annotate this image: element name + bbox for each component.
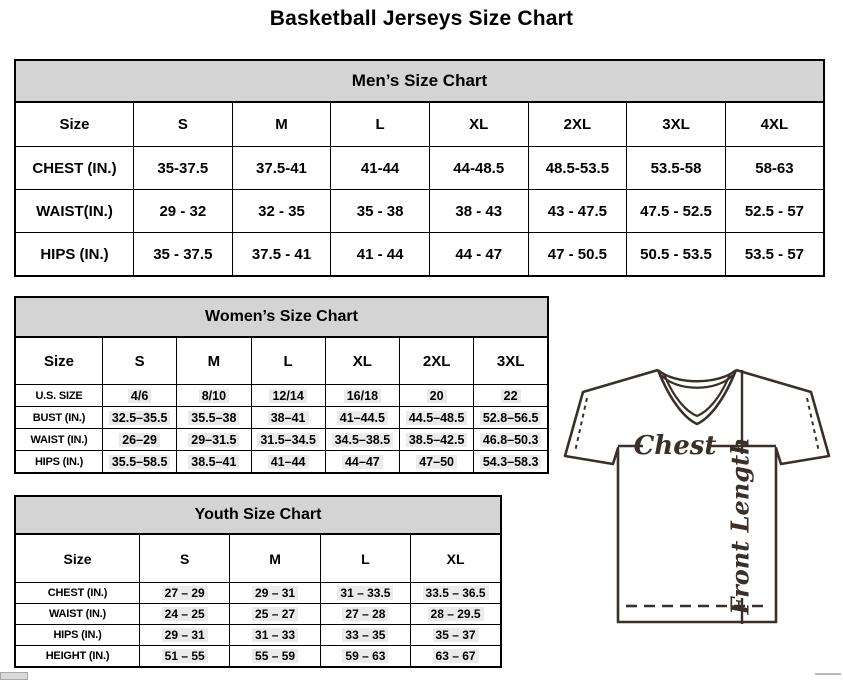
column-header: 2XL: [528, 102, 627, 147]
front-length-label: Front Length: [725, 437, 755, 615]
size-value-cell: 58-63: [725, 147, 824, 190]
size-value-cell: 35 - 38: [331, 190, 430, 233]
column-header: XL: [411, 534, 501, 583]
table-row: [15, 604, 501, 625]
row-label: CHEST (IN.): [15, 147, 134, 190]
size-value-cell: 33 – 35: [320, 625, 410, 646]
column-header: Size: [15, 102, 134, 147]
size-value-cell: 44-48.5: [429, 147, 528, 190]
column-header: 2XL: [400, 337, 474, 385]
size-value-cell: 31.5–34.5: [251, 429, 325, 451]
column-header: Size: [15, 534, 140, 583]
size-value-cell: 38 - 43: [429, 190, 528, 233]
column-header: Size: [15, 337, 103, 385]
column-header: XL: [325, 337, 399, 385]
size-value-cell: 12/14: [251, 385, 325, 407]
row-label: U.S. SIZE: [15, 385, 103, 407]
size-value-cell: 47–50: [400, 451, 474, 474]
table-row: [15, 429, 548, 451]
size-value-cell: 34.5–38.5: [325, 429, 399, 451]
column-header: S: [140, 534, 230, 583]
mens-size-table: [14, 101, 825, 277]
size-value-cell: 37.5-41: [232, 147, 331, 190]
row-label: CHEST (IN.): [15, 583, 140, 604]
row-label: WAIST (IN.): [15, 429, 103, 451]
column-header: L: [251, 337, 325, 385]
womens-chart-title: Women’s Size Chart: [14, 296, 549, 336]
size-value-cell: 32.5–35.5: [103, 407, 177, 429]
size-value-cell: 27 – 28: [320, 604, 410, 625]
youth-size-chart: [14, 495, 502, 668]
size-value-cell: 41 - 44: [331, 233, 430, 277]
size-value-cell: 29–31.5: [177, 429, 251, 451]
row-label: WAIST(IN.): [15, 190, 134, 233]
column-header: XL: [429, 102, 528, 147]
column-header-row: [15, 534, 501, 583]
size-value-cell: 47 - 50.5: [528, 233, 627, 277]
jersey-measurement-diagram: [555, 358, 843, 678]
size-value-cell: 31 – 33.5: [320, 583, 410, 604]
row-label: WAIST (IN.): [15, 604, 140, 625]
page-title: Basketball Jerseys Size Chart: [269, 7, 574, 30]
row-label: HEIGHT (IN.): [15, 646, 140, 668]
womens-size-table: [14, 336, 549, 474]
size-value-cell: 28 – 29.5: [411, 604, 501, 625]
size-value-cell: 26–29: [103, 429, 177, 451]
size-value-cell: 44 - 47: [429, 233, 528, 277]
left-cuff-dashed-line: [575, 398, 587, 452]
column-header: M: [232, 102, 331, 147]
size-value-cell: 35.5–58.5: [103, 451, 177, 474]
mens-chart-title: Men’s Size Chart: [14, 59, 825, 101]
size-value-cell: 55 – 59: [230, 646, 320, 668]
size-value-cell: 48.5-53.5: [528, 147, 627, 190]
size-value-cell: 29 – 31: [140, 625, 230, 646]
size-value-cell: 51 – 55: [140, 646, 230, 668]
collar-back-arc: [658, 370, 736, 381]
chest-label: Chest: [633, 431, 717, 461]
table-row: [15, 190, 824, 233]
size-value-cell: 52.8–56.5: [474, 407, 548, 429]
size-value-cell: 8/10: [177, 385, 251, 407]
column-header-row: [15, 102, 824, 147]
size-value-cell: 44.5–48.5: [400, 407, 474, 429]
column-header: L: [331, 102, 430, 147]
column-header: 3XL: [627, 102, 726, 147]
youth-size-table: [14, 533, 502, 668]
size-value-cell: 38.5–42.5: [400, 429, 474, 451]
size-value-cell: 35-37.5: [134, 147, 233, 190]
size-value-cell: 53.5 - 57: [725, 233, 824, 277]
table-row: [15, 385, 548, 407]
table-row: [15, 625, 501, 646]
size-value-cell: 29 – 31: [230, 583, 320, 604]
column-header: M: [230, 534, 320, 583]
column-header: S: [134, 102, 233, 147]
table-row: [15, 147, 824, 190]
mens-size-chart: [14, 59, 825, 277]
size-value-cell: 24 – 25: [140, 604, 230, 625]
size-value-cell: 43 - 47.5: [528, 190, 627, 233]
size-value-cell: 50.5 - 53.5: [627, 233, 726, 277]
size-value-cell: 41–44.5: [325, 407, 399, 429]
size-value-cell: 4/6: [103, 385, 177, 407]
size-value-cell: 41–44: [251, 451, 325, 474]
size-value-cell: 35.5–38: [177, 407, 251, 429]
column-header-row: [15, 337, 548, 385]
column-header: S: [103, 337, 177, 385]
size-value-cell: 27 – 29: [140, 583, 230, 604]
table-row: [15, 233, 824, 277]
size-value-cell: 25 – 27: [230, 604, 320, 625]
size-value-cell: 59 – 63: [320, 646, 410, 668]
size-value-cell: 53.5-58: [627, 147, 726, 190]
table-row: [15, 583, 501, 604]
size-value-cell: 38–41: [251, 407, 325, 429]
size-value-cell: 31 – 33: [230, 625, 320, 646]
size-value-cell: 37.5 - 41: [232, 233, 331, 277]
size-value-cell: 20: [400, 385, 474, 407]
size-value-cell: 47.5 - 52.5: [627, 190, 726, 233]
row-label: HIPS (IN.): [15, 451, 103, 474]
youth-chart-title: Youth Size Chart: [14, 495, 502, 533]
column-header: L: [320, 534, 410, 583]
womens-size-chart: [14, 296, 549, 474]
size-value-cell: 35 - 37.5: [134, 233, 233, 277]
size-value-cell: 32 - 35: [232, 190, 331, 233]
column-header: 4XL: [725, 102, 824, 147]
size-value-cell: 22: [474, 385, 548, 407]
jersey-outline: [565, 370, 829, 622]
size-value-cell: 63 – 67: [411, 646, 501, 668]
size-value-cell: 44–47: [325, 451, 399, 474]
size-value-cell: 16/18: [325, 385, 399, 407]
right-cuff-dashed-line: [807, 398, 819, 452]
column-header: M: [177, 337, 251, 385]
size-value-cell: 46.8–50.3: [474, 429, 548, 451]
scrollbar-fragment: [815, 673, 841, 675]
table-row: [15, 451, 548, 474]
row-label: HIPS (IN.): [15, 625, 140, 646]
size-value-cell: 35 – 37: [411, 625, 501, 646]
size-value-cell: 38.5–41: [177, 451, 251, 474]
size-value-cell: 52.5 - 57: [725, 190, 824, 233]
size-value-cell: 54.3–58.3: [474, 451, 548, 474]
table-row: [15, 646, 501, 668]
table-row: [15, 407, 548, 429]
column-header: 3XL: [474, 337, 548, 385]
row-label: HIPS (IN.): [15, 233, 134, 277]
size-value-cell: 41-44: [331, 147, 430, 190]
row-label: BUST (IN.): [15, 407, 103, 429]
size-value-cell: 29 - 32: [134, 190, 233, 233]
size-value-cell: 33.5 – 36.5: [411, 583, 501, 604]
